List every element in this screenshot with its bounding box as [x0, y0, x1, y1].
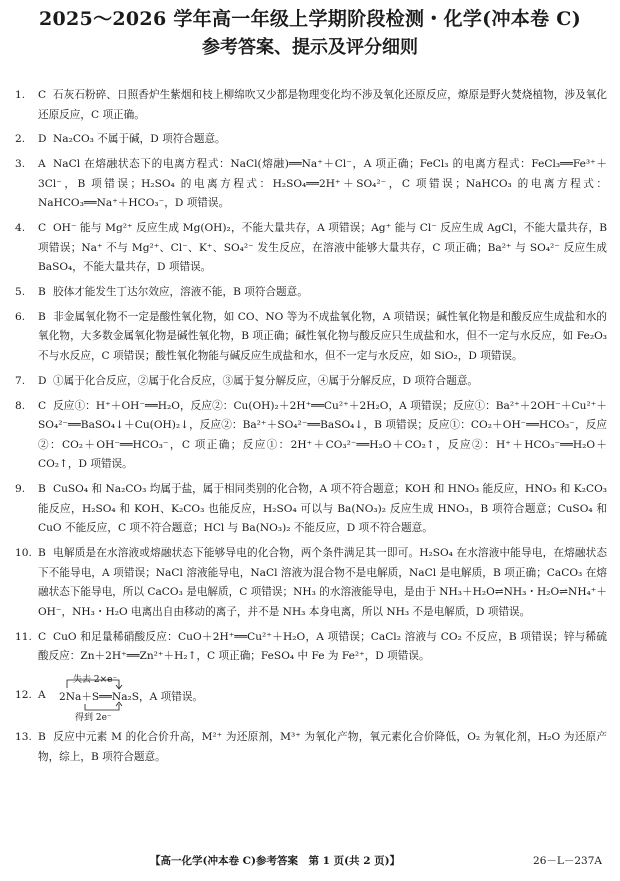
item-number: 7. [15, 374, 26, 387]
lost-electron-label: 失去 2×e⁻ [73, 675, 118, 686]
item-explanation: CuSO₄ 和 Na₂CO₃ 均属于盐，属于相同类别的化合物，A 项不符合题意；KOH 和 HNO₃ 能反应，HNO₃ 和 K₂CO₃ 能反应，H₂SO₄ 和 KOH、K₂CO₃ 也能反应，H₂SO₄ 可以与 Ba(NO₃)₂ 反应生成 HNO₃，B 项符合题意；CuSO₄ 和 CuO 不能反应，C 项不符合题意；HCl 与 Ba(NO₃)₂ 不能反应，D 项不符合题意。 [38, 483, 607, 535]
answer-item-6 [15, 308, 607, 367]
footer-page-info: 【高一化学(冲本卷 C)参考答案 第 1 页(共 2 页)】 [150, 855, 401, 867]
answer-list [15, 86, 607, 772]
answer-item-2 [15, 130, 607, 150]
item-answer: B [38, 547, 46, 560]
item-answer: A [38, 158, 46, 171]
item-explanation: 非金属氧化物不一定是酸性氧化物，如 CO、NO 等为不成盐氧化物，A 项错误；碱性氧化物是和酸反应生成盐和水的氧化物，大多数金属氧化物是碱性氧化物，B 项正确；碱性氧化物与酸反应只生成盐和水，但不一定与水反应，如 Fe₂O₃ 不与水反应，C 项错误；酸性氧化物能与碱反应生成盐和水，但不一定与水反应，如 SiO₂，D 项错误。 [38, 310, 607, 363]
item-number: 6. [15, 310, 26, 323]
item-answer: C [38, 630, 47, 643]
item-explanation: NaCl 在熔融状态下的电离方程式：NaCl(熔融)══Na⁺＋Cl⁻，A 项正确；FeCl₃ 的电离方程式：FeCl₃══Fe³⁺＋3Cl⁻，B 项错误；H₂SO₄ 的电离方程式：H₂SO₄══2H⁺＋SO₄²⁻，C 项错误；NaHCO₃ 的电离方程式：NaHCO₃══Na⁺＋HCO₃⁻，D 项错误。 [38, 158, 607, 210]
item-explanation: 石灰石粉碎、日照香炉生紫烟和枝上柳绵吹又少都是物理变化均不涉及氧化还原反应，燎原是野火焚烧植物，涉及氧化还原反应，C 项正确。 [38, 89, 607, 121]
item-number: 3. [15, 158, 26, 171]
item-number: 4. [15, 222, 26, 235]
answer-item-12-electron-transfer [15, 672, 607, 724]
item-answer: C [38, 399, 47, 412]
item-answer: B [38, 286, 46, 299]
item-answer: C [38, 222, 47, 235]
item-equation: 2Na＋S══Na₂S，A 项错误。 [59, 691, 204, 704]
item-explanation: Na₂CO₃ 不属于碱，D 项符合题意。 [53, 133, 226, 146]
item-explanation: 反应①：H⁺＋OH⁻══H₂O，反应②：Cu(OH)₂＋2H⁺══Cu²⁺＋2H₂O，A 项错误；反应①：Ba²⁺＋2OH⁻＋Cu²⁺＋SO₄²⁻══BaSO₄↓＋Cu(OH)₂↓，反应②：Ba²⁺＋SO₄²⁻══BaSO₄↓，B 项错误；反应①：CO₂＋OH⁻══HCO₃⁻，反应②：CO₂＋OH⁻══HCO₃⁻，C 项正确；反应①：2H⁺＋CO₃²⁻══H₂O＋CO₂↑，反应②：H⁺＋HCO₃⁻══H₂O＋CO₂↑，D 项错误。 [38, 399, 607, 471]
item-number: 1. [15, 89, 26, 101]
item-answer: B [38, 483, 46, 496]
item-answer: C [38, 89, 47, 101]
footer-code: 26－L－237A [533, 855, 602, 867]
item-number: 11. [15, 630, 32, 643]
answer-item-9 [15, 480, 607, 539]
answer-item-8 [15, 397, 607, 475]
item-number: 13. [15, 731, 32, 744]
item-explanation: OH⁻ 能与 Mg²⁺ 反应生成 Mg(OH)₂，不能大量共存，A 项错误；Ag⁺ 能与 Cl⁻ 反应生成 AgCl，不能大量共存，B 项错误；Na⁺ 不与 Mg²⁺、Cl⁻、K⁺、SO₄²⁻ 发生反应，在溶液中能够大量共存，C 项正确；Ba²⁺ 与 SO₄²⁻ 反应生成 BaSO₄，不能大量共存，D 项错误。 [38, 222, 607, 274]
answer-item-1 [15, 86, 607, 125]
answer-item-3 [15, 155, 607, 214]
item-answer: A [38, 689, 46, 702]
item-answer: D [38, 133, 47, 146]
answer-item-4 [15, 219, 607, 278]
item-explanation: CuO 和足量稀硝酸反应：CuO＋2H⁺══Cu²⁺＋H₂O，A 项错误；CaCl₂ 溶液与 CO₂ 不反应，B 项错误；锌与稀硫酸反应：Zn＋2H⁺══Zn²⁺＋H₂↑，C 项正确；FeSO₄ 中 Fe 为 Fe²⁺，D 项错误。 [38, 630, 607, 663]
item-number: 12. [15, 689, 32, 702]
item-answer: D [38, 374, 47, 387]
answer-item-10 [15, 544, 607, 622]
page-subtitle: 参考答案、提示及评分细则 [202, 37, 418, 58]
answer-item-5 [15, 283, 607, 303]
item-explanation: 胶体才能发生丁达尔效应，溶液不能，B 项符合题意。 [53, 286, 308, 299]
gain-electron-label: 得到 2e⁻ [75, 713, 112, 724]
item-number: 8. [15, 399, 26, 412]
item-answer: B [38, 310, 46, 323]
answer-item-7 [15, 372, 607, 392]
item-explanation: 反应中元素 M 的化合价升高，M²⁺ 为还原剂，M³⁺ 为氧化产物，氧元素化合价降低，O₂ 为氧化剂，H₂O 为还原产物，综上，B 项符合题意。 [38, 731, 607, 763]
item-explanation: 电解质是在水溶液或熔融状态下能够导电的化合物，两个条件满足其一即可。H₂SO₄ 在水溶液中能导电，在熔融状态下不能导电，A 项错误；NaCl 溶液能导电，NaCl 溶液为混合物不是电解质，NaCl 是电解质，B 项正确；CaCO₃ 在熔融状态下能导电，所以 CaCO₃ 是电解质，C 项错误；NH₃ 的水溶液能导电，是由于 NH₃＋H₂O⇌NH₃・H₂O⇌NH₄⁺＋OH⁻，NH₃・H₂O 电离出自由移动的离子，并不是 NH₃ 本身电离，所以 NH₃ 不是电解质，D 项错误。 [38, 547, 607, 618]
item-number: 5. [15, 286, 26, 299]
answer-item-11 [15, 628, 607, 667]
item-number: 10. [15, 547, 32, 560]
answer-item-13 [15, 728, 607, 767]
item-number: 9. [15, 483, 26, 496]
item-answer: B [38, 731, 46, 744]
item-number: 2. [15, 133, 26, 146]
item-explanation: ①属于化合反应，②属于化合反应，③属于复分解反应，④属于分解反应，D 项符合题意。 [53, 374, 479, 387]
page-title: 2025～2026 学年高一年级上学期阶段检测・化学(冲本卷 C) [39, 8, 581, 30]
